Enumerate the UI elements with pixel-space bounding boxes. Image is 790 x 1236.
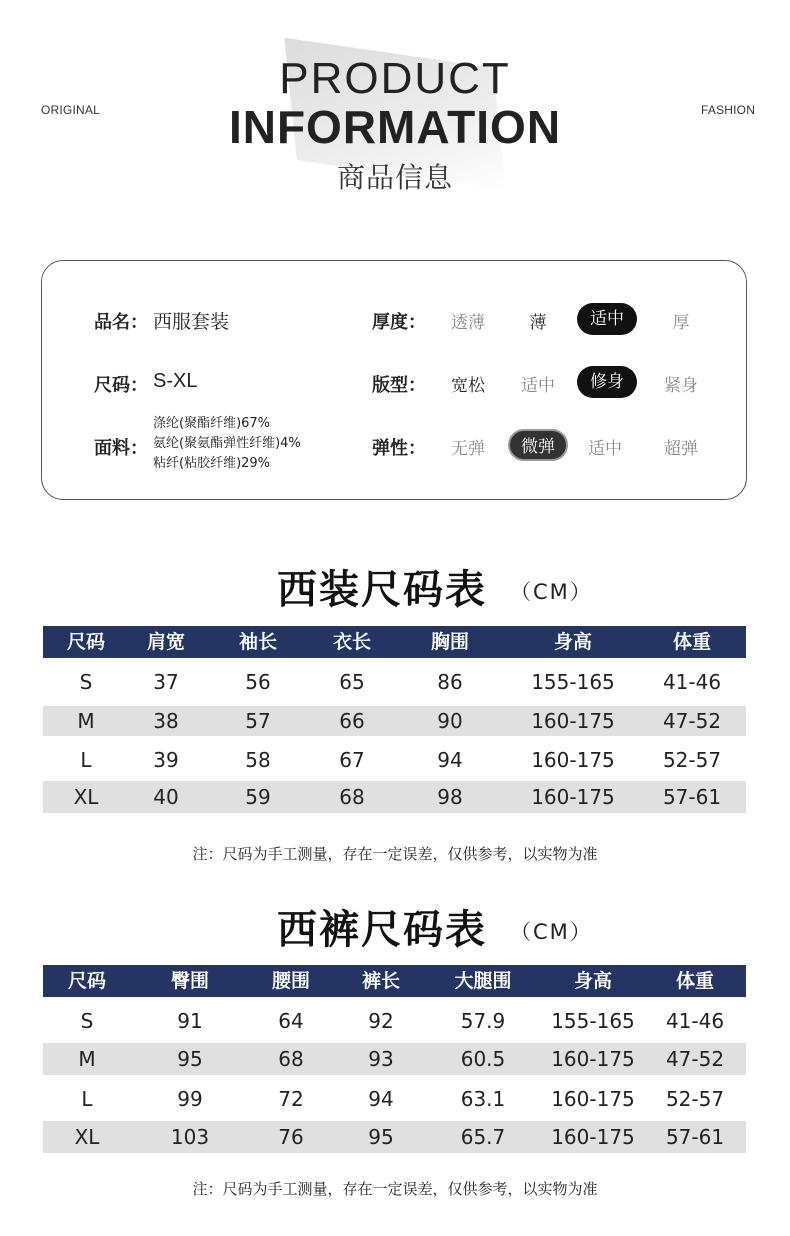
suit-chart-note: 注：尺码为手工测量，存在一定误差，仅供参考，以实物为准: [192, 845, 598, 863]
table-cell: 58: [245, 748, 271, 772]
table-cell: 38: [153, 709, 179, 733]
fabric-line: 粘纤(粘胶纤维)29%: [153, 456, 271, 471]
table-cell: 65: [339, 670, 365, 694]
table-cell: 99: [177, 1087, 203, 1111]
fit-option: 紧身: [664, 376, 698, 396]
table-cell: 47-52: [665, 1047, 725, 1071]
table-cell: M: [77, 709, 95, 733]
fabric-line: 涤纶(聚酯纤维)67%: [153, 416, 271, 431]
table-cell: 98: [437, 785, 463, 809]
fit-option-selected: 修身: [577, 366, 637, 398]
table-cell: 68: [278, 1047, 304, 1071]
column-header: 尺码: [67, 970, 107, 992]
thickness-option: 厚: [672, 313, 690, 333]
table-row: [43, 741, 746, 779]
name-label: 品名：: [94, 312, 148, 333]
column-header: 衣长: [332, 631, 372, 653]
size-value: S-XL: [153, 370, 198, 392]
table-cell: 41-46: [662, 670, 722, 694]
table-cell: 93: [368, 1047, 394, 1071]
table-cell: L: [81, 1087, 93, 1111]
table-row: [43, 1002, 746, 1040]
column-header: 胸围: [430, 631, 470, 653]
table-cell: 57-61: [662, 785, 722, 809]
table-cell: 90: [437, 709, 463, 733]
column-header: 身高: [553, 631, 593, 653]
table-cell: 66: [339, 709, 365, 733]
table-cell: 160-175: [551, 1047, 635, 1071]
table-cell: 37: [153, 670, 179, 694]
table-cell: 160-175: [551, 1125, 635, 1149]
size-label: 尺码：: [94, 375, 148, 396]
table-cell: 59: [245, 785, 271, 809]
table-cell: 103: [170, 1125, 210, 1149]
table-row: [43, 1043, 746, 1075]
table-cell: 95: [177, 1047, 203, 1071]
table-cell: 63.1: [460, 1087, 506, 1111]
fit-option: 宽松: [451, 376, 485, 396]
table-cell: 95: [368, 1125, 394, 1149]
table-cell: 94: [437, 748, 463, 772]
table-cell: S: [80, 1009, 94, 1033]
table-cell: 39: [153, 748, 179, 772]
elasticity-option: 适中: [588, 439, 622, 459]
fabric-line: 氨纶(聚氨酯弹性纤维)4%: [153, 436, 301, 451]
table-cell: M: [78, 1047, 96, 1071]
table-cell: 41-46: [665, 1009, 725, 1033]
table-cell: 94: [368, 1087, 394, 1111]
column-header: 肩宽: [146, 631, 186, 653]
table-cell: 67: [339, 748, 365, 772]
elasticity-label: 弹性：: [372, 438, 426, 459]
thickness-option: 透薄: [451, 313, 485, 333]
table-cell: 160-175: [531, 709, 615, 733]
thickness-label: 厚度：: [372, 312, 426, 333]
table-cell: S: [79, 670, 93, 694]
table-header: [43, 965, 746, 997]
table-cell: XL: [74, 1125, 100, 1149]
thickness-option: 薄: [529, 313, 547, 333]
elasticity-option-selected: 微弹: [508, 429, 568, 461]
table-cell: 64: [278, 1009, 304, 1033]
page-subtitle: 商品信息: [336, 161, 453, 194]
column-header: 袖长: [238, 631, 278, 653]
table-cell: 60.5: [460, 1047, 506, 1071]
table-header: [43, 626, 746, 658]
table-cell: 72: [278, 1087, 304, 1111]
table-row: [43, 781, 746, 813]
pants-chart-title: 西裤尺码表: [277, 907, 487, 953]
table-row: [43, 1121, 746, 1153]
table-cell: L: [80, 748, 92, 772]
table-cell: 56: [245, 670, 271, 694]
elasticity-option: 超弹: [664, 439, 698, 459]
table-cell: 160-175: [531, 785, 615, 809]
table-cell: 57.9: [460, 1009, 506, 1033]
table-row: [43, 1080, 746, 1118]
column-header: 臀围: [170, 970, 210, 992]
table-cell: 91: [177, 1009, 203, 1033]
column-header: 尺码: [66, 631, 106, 653]
table-row: [43, 706, 746, 736]
pants-size-table: [43, 965, 746, 1153]
thickness-option-selected: 适中: [577, 303, 637, 335]
table-cell: 57: [245, 709, 271, 733]
table-cell: 155-165: [531, 670, 615, 694]
column-header: 体重: [672, 631, 712, 653]
table-cell: 68: [339, 785, 365, 809]
name-value: 西服套装: [153, 311, 230, 333]
pants-chart-note: 注：尺码为手工测量，存在一定误差，仅供参考，以实物为准: [192, 1180, 598, 1198]
column-header: 裤长: [361, 970, 401, 992]
title-product: PRODUCT: [279, 54, 511, 103]
suit-size-table: [43, 626, 746, 813]
elasticity-option: 无弹: [451, 439, 485, 459]
table-cell: 47-52: [662, 709, 722, 733]
table-cell: 155-165: [551, 1009, 635, 1033]
column-header: 身高: [573, 970, 613, 992]
table-cell: 52-57: [665, 1087, 725, 1111]
table-cell: XL: [73, 785, 99, 809]
column-header: 大腿围: [454, 970, 512, 992]
table-cell: 86: [437, 670, 463, 694]
original-tag: ORIGINAL: [41, 103, 100, 117]
fit-option: 适中: [521, 376, 555, 396]
column-header: 腰围: [271, 970, 311, 992]
table-cell: 92: [368, 1009, 394, 1033]
fabric-composition: [153, 414, 301, 474]
pants-chart-unit: （CM）: [510, 920, 593, 944]
fit-label: 版型：: [372, 375, 426, 396]
fabric-label: 面料：: [94, 438, 148, 459]
table-cell: 57-61: [665, 1125, 725, 1149]
table-row: [43, 663, 746, 701]
column-header: 体重: [675, 970, 715, 992]
table-cell: 76: [278, 1125, 304, 1149]
table-cell: 160-175: [551, 1087, 635, 1111]
table-cell: 65.7: [460, 1125, 506, 1149]
fashion-tag: FASHION: [701, 103, 756, 117]
table-cell: 160-175: [531, 748, 615, 772]
suit-chart-title: 西装尺码表: [277, 567, 487, 613]
suit-chart-unit: （CM）: [510, 580, 593, 604]
table-cell: 40: [153, 785, 179, 809]
title-information: INFORMATION: [228, 101, 562, 153]
table-cell: 52-57: [662, 748, 722, 772]
